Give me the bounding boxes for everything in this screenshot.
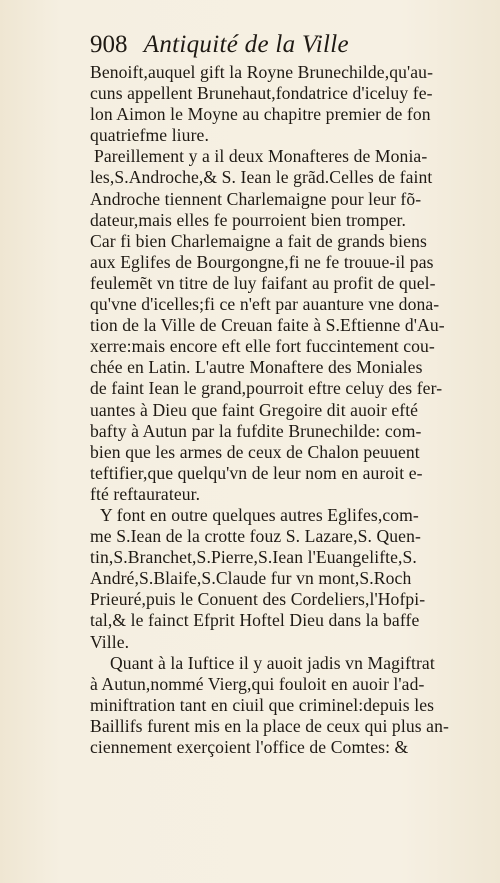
text-line: teftifier,que quelqu'vn de leur nom en auroit e- xyxy=(90,462,423,483)
text-line: feulemẽt vn titre de luy faifant au profit de quel- xyxy=(90,272,436,293)
text-line: quatriefme liure. xyxy=(90,125,209,146)
text-line: Androche tiennent Charlemaigne pour leur fõ- xyxy=(90,188,422,209)
text-line: de faint Iean le grand,pourroit eftre celuy des fer- xyxy=(90,378,443,399)
text-line: Baillifs furent mis en la place de ceux qui plus an- xyxy=(90,715,449,736)
paragraph-start-line: Quant à la Iuftice il y auoit jadis vn Magiftrat xyxy=(110,652,435,673)
text-line: fté reftaurateur. xyxy=(90,483,201,504)
text-line: à Autun,nommé Vierg,qui fouloit en auoir l'ad- xyxy=(90,673,425,694)
text-line: tal,& le fainct Efprit Hoftel Dieu dans la baffe xyxy=(90,610,420,631)
text-line: bien que les armes de ceux de Chalon peuuent xyxy=(90,441,420,462)
text-line: tin,S.Branchet,S.Pierre,S.Iean l'Euangelifte,S. xyxy=(90,547,417,568)
text-line: dateur,mais elles fe pourroient bien tromper. xyxy=(90,209,406,230)
text-line: Car fi bien Charlemaigne a fait de grands biens xyxy=(90,230,427,251)
text-line: tion de la Ville de Creuan faite à S.Eftienne d'Au- xyxy=(90,315,445,336)
text-line: cuns appellent Brunehaut,fondatrice d'iceluy fe- xyxy=(90,83,433,104)
text-line: qu'vne d'icelles;fi ce n'eft par auanture vne dona- xyxy=(90,294,440,315)
text-line: me S.Iean de la crotte fouz S. Lazare,S. Quen- xyxy=(90,526,421,547)
body-text xyxy=(90,62,473,758)
text-line: uantes à Dieu que faint Gregoire dit auoir efté xyxy=(90,399,419,420)
text-line: xerre:mais encore eft elle fort fuccintement cou- xyxy=(90,336,435,357)
text-line: lon Aimon le Moyne au chapitre premier de fon xyxy=(90,104,431,125)
text-line: André,S.Blaife,S.Claude fur vn mont,S.Roch xyxy=(90,568,412,589)
text-line: les,S.Androche,& S. Iean le grãd.Celles de faint xyxy=(90,167,433,188)
text-line: ciennement exerçoient l'office de Comtes: & xyxy=(90,737,409,757)
text-line: bafty à Autun par la fufdite Brunechilde: com- xyxy=(90,420,422,441)
running-title: Antiquité de la Ville xyxy=(143,31,349,58)
page-header xyxy=(90,28,460,62)
page-number: 908 xyxy=(90,31,128,58)
text-line: aux Eglifes de Bourgongne,fi ne fe trouue-il pas xyxy=(90,251,434,272)
paragraph-start-line: Y font en outre quelques autres Eglifes,com- xyxy=(100,504,419,525)
text-line: miniftration tant en ciuil que criminel:depuis les xyxy=(90,694,435,715)
paragraph-start-line: Pareillement y a il deux Monafteres de Monia- xyxy=(94,146,428,167)
text-line: Benoift,auquel gift la Royne Brunechilde,qu'au- xyxy=(90,62,434,82)
text-line: Prieuré,puis le Conuent des Cordeliers,l'Hofpi- xyxy=(90,589,426,610)
text-line: Ville. xyxy=(90,631,130,652)
text-line: chée en Latin. L'autre Monaftere des Moniales xyxy=(90,357,423,378)
